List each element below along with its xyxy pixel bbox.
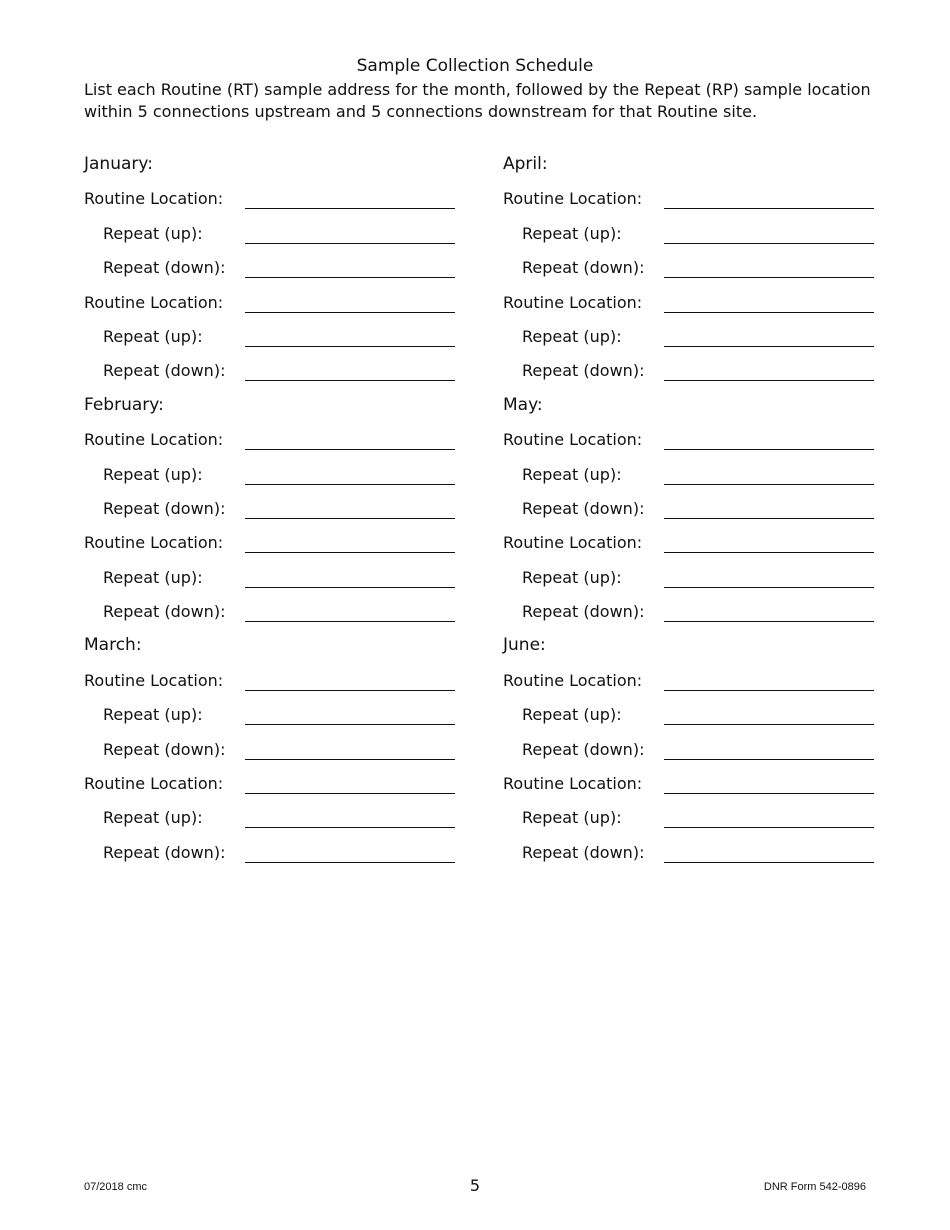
june-routine-location-1-label: Routine Location: — [503, 670, 643, 690]
may-repeat-down-2-field[interactable] — [664, 600, 874, 622]
january-routine-location-2-field[interactable] — [245, 291, 455, 313]
footer-date-code: 07/2018 cmc — [84, 1181, 147, 1193]
may-repeat-up-2-label: Repeat (up): — [522, 567, 622, 587]
april-repeat-up-1-label: Repeat (up): — [522, 223, 622, 243]
june-repeat-down-1-label: Repeat (down): — [522, 739, 645, 759]
january-repeat-up-1 — [84, 217, 474, 251]
june-repeat-up-2-label: Repeat (up): — [522, 808, 622, 828]
april-routine-location-1-field[interactable] — [664, 187, 874, 209]
february-repeat-up-2-field[interactable] — [245, 566, 455, 588]
april-repeat-up-1 — [503, 217, 893, 251]
april-routine-location-1 — [503, 182, 893, 216]
march-routine-location-1 — [84, 664, 474, 698]
april-repeat-down-2-field[interactable] — [664, 359, 874, 381]
may-routine-location-2 — [503, 526, 893, 560]
january-routine-location-2-label: Routine Location: — [84, 292, 224, 312]
form-number: DNR Form 542-0896 — [763, 1181, 866, 1193]
may-repeat-up-1-field[interactable] — [664, 463, 874, 485]
june-routine-location-2-field[interactable] — [664, 772, 874, 794]
may-repeat-up-1 — [503, 458, 893, 492]
february-repeat-up-1-label: Repeat (up): — [103, 464, 203, 484]
march-routine-location-2 — [84, 767, 474, 801]
february-repeat-up-1 — [84, 458, 474, 492]
april-routine-location-2-field[interactable] — [664, 291, 874, 313]
january-repeat-down-2 — [84, 354, 474, 388]
february-routine-location-2 — [84, 526, 474, 560]
january-routine-location-2 — [84, 286, 474, 320]
february-routine-location-1-field[interactable] — [245, 428, 455, 450]
march-repeat-up-1-field[interactable] — [245, 703, 455, 725]
february-repeat-down-1-label: Repeat (down): — [103, 498, 226, 518]
may-repeat-down-1 — [503, 492, 893, 526]
march-repeat-up-1-label: Repeat (up): — [103, 705, 203, 725]
march-repeat-up-2-field[interactable] — [245, 806, 455, 828]
month-heading-may: May: — [503, 394, 543, 415]
february-repeat-down-2 — [84, 595, 474, 629]
june-routine-location-2-label: Routine Location: — [503, 774, 643, 794]
june-repeat-down-1 — [503, 733, 893, 767]
january-repeat-down-1-field[interactable] — [245, 256, 455, 278]
march-repeat-up-2-label: Repeat (up): — [103, 808, 203, 828]
june-repeat-up-1-field[interactable] — [664, 703, 874, 725]
march-routine-location-1-label: Routine Location: — [84, 670, 224, 690]
april-repeat-down-1-field[interactable] — [664, 256, 874, 278]
may-routine-location-2-label: Routine Location: — [503, 533, 643, 553]
march-repeat-down-2-label: Repeat (down): — [103, 842, 226, 862]
june-repeat-up-1 — [503, 698, 893, 732]
january-repeat-down-1 — [84, 251, 474, 285]
june-repeat-up-1-label: Repeat (up): — [522, 705, 622, 725]
march-repeat-down-1 — [84, 733, 474, 767]
june-repeat-down-2-field[interactable] — [664, 841, 874, 863]
april-repeat-up-1-field[interactable] — [664, 222, 874, 244]
february-repeat-down-1-field[interactable] — [245, 497, 455, 519]
march-routine-location-2-field[interactable] — [245, 772, 455, 794]
april-repeat-down-1-label: Repeat (down): — [522, 258, 645, 278]
may-routine-location-1-label: Routine Location: — [503, 430, 643, 450]
june-routine-location-2 — [503, 767, 893, 801]
may-repeat-down-1-label: Repeat (down): — [522, 498, 645, 518]
month-heading-april: April: — [503, 154, 548, 174]
may-routine-location-1-field[interactable] — [664, 428, 874, 450]
may-repeat-down-2 — [503, 595, 893, 629]
february-routine-location-2-label: Routine Location: — [84, 533, 224, 553]
may-repeat-up-2 — [503, 561, 893, 595]
january-repeat-down-2-field[interactable] — [245, 359, 455, 381]
may-repeat-up-2-field[interactable] — [664, 566, 874, 588]
month-heading-february: February: — [84, 394, 164, 415]
april-repeat-down-2 — [503, 354, 893, 388]
june-routine-location-1 — [503, 664, 893, 698]
march-repeat-up-2 — [84, 801, 474, 835]
schedule-column-right — [503, 148, 893, 870]
january-repeat-down-1-label: Repeat (down): — [103, 258, 226, 278]
february-repeat-down-2-field[interactable] — [245, 600, 455, 622]
january-routine-location-1-label: Routine Location: — [84, 189, 224, 209]
february-routine-location-1-label: Routine Location: — [84, 430, 224, 450]
may-routine-location-2-field[interactable] — [664, 531, 874, 553]
month-heading-june: June: — [503, 635, 546, 656]
february-routine-location-1 — [84, 423, 474, 457]
month-heading-january: January: — [84, 154, 153, 174]
march-repeat-up-1 — [84, 698, 474, 732]
february-routine-location-2-field[interactable] — [245, 531, 455, 553]
june-repeat-down-2-label: Repeat (down): — [522, 842, 645, 862]
april-routine-location-2-label: Routine Location: — [503, 292, 643, 312]
february-repeat-up-2 — [84, 561, 474, 595]
may-repeat-up-1-label: Repeat (up): — [522, 464, 622, 484]
february-repeat-up-2-label: Repeat (up): — [103, 567, 203, 587]
february-repeat-down-2-label: Repeat (down): — [103, 602, 226, 622]
january-repeat-up-1-label: Repeat (up): — [103, 223, 203, 243]
january-repeat-up-1-field[interactable] — [245, 222, 455, 244]
june-routine-location-1-field[interactable] — [664, 669, 874, 691]
june-repeat-up-2-field[interactable] — [664, 806, 874, 828]
june-repeat-down-1-field[interactable] — [664, 738, 874, 760]
june-repeat-up-2 — [503, 801, 893, 835]
january-routine-location-1 — [84, 182, 474, 216]
april-repeat-down-2-label: Repeat (down): — [522, 361, 645, 381]
schedule-column-left — [84, 148, 474, 870]
january-repeat-up-2-label: Repeat (up): — [103, 326, 203, 346]
april-routine-location-2 — [503, 286, 893, 320]
april-repeat-up-2 — [503, 320, 893, 354]
may-repeat-down-2-label: Repeat (down): — [522, 602, 645, 622]
january-routine-location-1-field[interactable] — [245, 187, 455, 209]
january-repeat-up-2 — [84, 320, 474, 354]
june-repeat-down-2 — [503, 836, 893, 870]
march-repeat-down-2-field[interactable] — [245, 841, 455, 863]
may-repeat-down-1-field[interactable] — [664, 497, 874, 519]
march-repeat-down-1-label: Repeat (down): — [103, 739, 226, 759]
april-repeat-up-2-field[interactable] — [664, 325, 874, 347]
april-repeat-up-2-label: Repeat (up): — [522, 326, 622, 346]
april-routine-location-1-label: Routine Location: — [503, 189, 643, 209]
page-title: Sample Collection Schedule — [356, 56, 594, 76]
may-routine-location-1 — [503, 423, 893, 457]
march-repeat-down-1-field[interactable] — [245, 738, 455, 760]
march-routine-location-1-field[interactable] — [245, 669, 455, 691]
january-repeat-down-2-label: Repeat (down): — [103, 361, 226, 381]
march-repeat-down-2 — [84, 836, 474, 870]
month-heading-march: March: — [84, 635, 142, 656]
page-number: 5 — [469, 1176, 481, 1195]
february-repeat-up-1-field[interactable] — [245, 463, 455, 485]
april-repeat-down-1 — [503, 251, 893, 285]
march-routine-location-2-label: Routine Location: — [84, 774, 224, 794]
february-repeat-down-1 — [84, 492, 474, 526]
instructions-text: List each Routine (RT) sample address for the month, followed by the Repeat (RP) sample location within 5 connections upstream and 5 connections downstream for that Routine site. — [84, 80, 871, 121]
january-repeat-up-2-field[interactable] — [245, 325, 455, 347]
